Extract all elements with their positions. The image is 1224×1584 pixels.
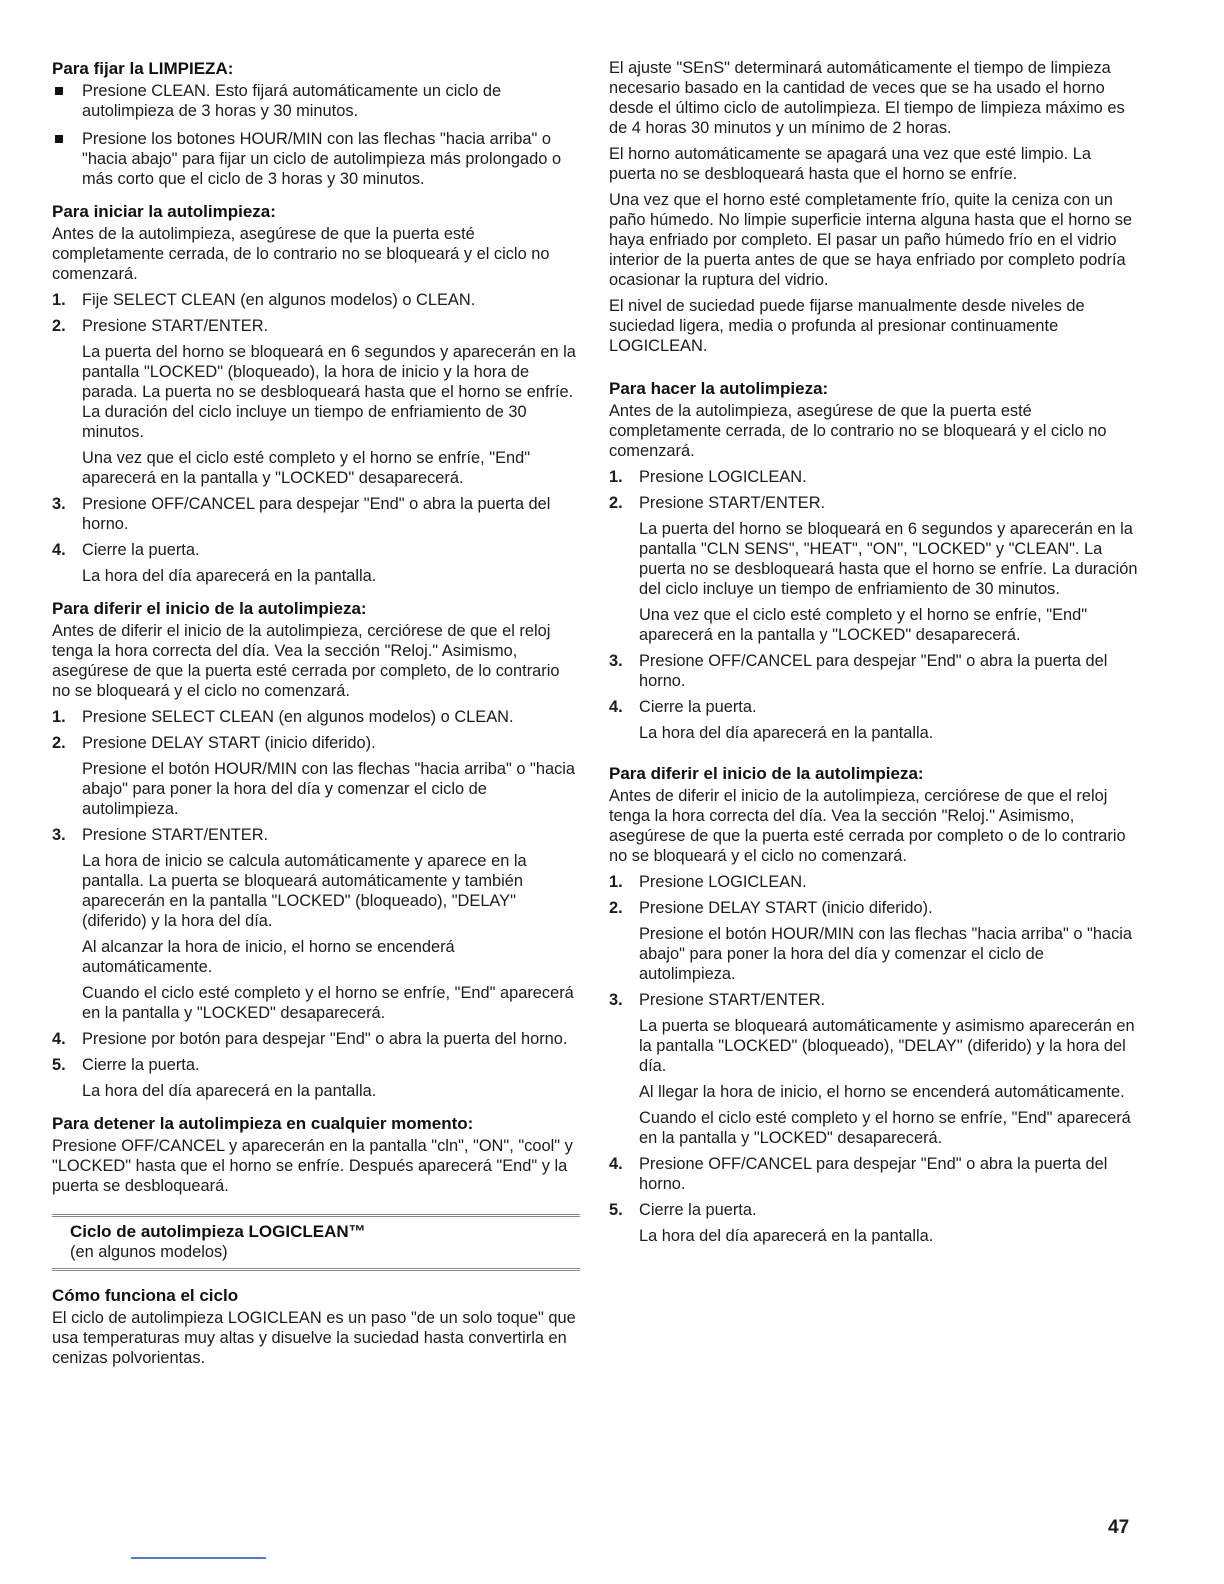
step-item [52, 540, 580, 586]
step-text: Fije SELECT CLEAN (en algunos modelos) o CLEAN. [82, 291, 476, 309]
step-item [52, 733, 580, 819]
step-detail: Presione el botón HOUR/MIN con las flechas "hacia arriba" o "hacia abajo" para poner la hora del día y comenzar el ciclo de autolimpieza. [82, 760, 576, 818]
step-detail: Una vez que el ciclo esté completo y el horno se enfríe, "End" aparecerá en la pantalla y "LOCKED" desaparecerá. [639, 606, 1088, 644]
section-fijar-limpieza [52, 58, 580, 189]
step-item [609, 898, 1139, 984]
step-number: 5. [609, 1201, 623, 1219]
step-item [52, 1055, 580, 1101]
step-item [52, 825, 580, 1023]
banner-subtitle: (en algunos modelos) [70, 1243, 228, 1261]
step-item [609, 990, 1139, 1148]
step-text: Presione DELAY START (inicio diferido). [82, 734, 376, 752]
section-heading: Para hacer la autolimpieza: [609, 379, 829, 398]
step-item [52, 707, 580, 727]
step-number: 1. [52, 708, 66, 726]
step-detail: Una vez que el ciclo esté completo y el horno se enfríe, "End" aparecerá en la pantalla y "LOCKED" desaparecerá. [82, 449, 531, 487]
section-diferir-inicio-logiclean [609, 763, 1139, 1246]
step-detail: La puerta del horno se bloqueará en 6 segundos y aparecerán en la pantalla "CLN SENS", "HEAT", "ON", "LOCKED" y "CLEAN". La puerta no se desbloqueará hasta que el horno se enfríe. La duración del ciclo incluye un tiempo de enfriamiento de 30 minutos. [639, 520, 1138, 598]
step-text: Presione START/ENTER. [639, 991, 826, 1009]
page-number: 47 [1108, 1517, 1130, 1538]
step-number: 2. [609, 899, 623, 917]
step-number: 3. [52, 826, 66, 844]
step-text: Presione por botón para despejar "End" o abra la puerta del horno. [82, 1030, 568, 1048]
step-number: 5. [52, 1056, 66, 1074]
step-detail: Al llegar la hora de inicio, el horno se encenderá automáticamente. [639, 1083, 1125, 1101]
bullet-item: Presione los botones HOUR/MIN con las flechas "hacia arriba" o "hacia abajo" para fijar un ciclo de autolimpieza más prolongado o más corto que el ciclo de 3 horas y 30 minutos. [52, 129, 580, 189]
section-intro: Antes de la autolimpieza, asegúrese de que la puerta esté completamente cerrada, de lo contrario no se bloqueará y el ciclo no comenzará. [609, 402, 1107, 460]
right-column [609, 58, 1139, 1258]
step-number: 1. [609, 468, 623, 486]
step-detail: La hora del día aparecerá en la pantalla. [639, 724, 934, 742]
logiclean-banner [52, 1214, 580, 1271]
section-heading: Para fijar la LIMPIEZA: [52, 59, 234, 78]
step-number: 1. [609, 873, 623, 891]
section-text: El ciclo de autolimpieza LOGICLEAN es un paso "de un solo toque" que usa temperaturas muy altas y disuelve la suciedad hasta convertirla en cenizas polvorientas. [52, 1309, 576, 1367]
section-intro: Antes de la autolimpieza, asegúrese de que la puerta esté completamente cerrada, de lo contrario no se bloqueará y el ciclo no comenzará. [52, 225, 550, 283]
paragraph: Una vez que el horno esté completamente frío, quite la ceniza con un paño húmedo. No limpie superficie interna alguna hasta que el horno se haya enfriado por completo. El pasar un paño húmedo frío en el vidrio interior de la puerta antes de que se haya enfriado por completo podría ocasionar la ruptura del vidrio. [609, 191, 1133, 289]
step-text: Presione START/ENTER. [82, 317, 269, 335]
step-number: 3. [609, 652, 623, 670]
step-item [609, 872, 1139, 892]
step-item [609, 1200, 1139, 1246]
step-number: 3. [609, 991, 623, 1009]
step-text: Presione SELECT CLEAN (en algunos modelos) o CLEAN. [82, 708, 514, 726]
step-item [609, 1154, 1139, 1194]
banner-title: Ciclo de autolimpieza LOGICLEAN™ [70, 1222, 366, 1241]
paragraph: El nivel de suciedad puede fijarse manualmente desde niveles de suciedad ligera, media o profunda al presionar continuamente LOGICLEAN. [609, 297, 1085, 355]
step-text: Cierre la puerta. [82, 1056, 200, 1074]
section-intro: Antes de diferir el inicio de la autolimpieza, cerciórese de que el reloj tenga la hora correcta del día. Vea la sección "Reloj." Asimismo, asegúrese de que la puerta esté cerrada por completo o de lo contrario no se bloqueará y el ciclo no comenzará. [609, 787, 1126, 865]
step-detail: La puerta se bloqueará automáticamente y asimismo aparecerán en la pantalla "LOCKED" (bloqueado), "DELAY" (diferido) y la hora del día. [639, 1017, 1135, 1075]
section-heading: Cómo funciona el ciclo [52, 1286, 239, 1305]
bullet-item: Presione CLEAN. Esto fijará automáticamente un ciclo de autolimpieza de 3 horas y 30 minutos. [52, 81, 580, 121]
section-heading: Para diferir el inicio de la autolimpieza: [609, 764, 924, 783]
decorative-rule [131, 1557, 266, 1559]
step-number: 2. [52, 317, 66, 335]
step-item [609, 651, 1139, 691]
step-number: 2. [52, 734, 66, 752]
step-text: Presione START/ENTER. [82, 826, 269, 844]
step-text: Presione DELAY START (inicio diferido). [639, 899, 933, 917]
section-iniciar-autolimpieza [52, 201, 580, 586]
step-list [52, 290, 580, 586]
step-text: Presione LOGICLEAN. [639, 468, 807, 486]
paragraph: El ajuste "SEnS" determinará automáticamente el tiempo de limpieza necesario basado en la cantidad de veces que se ha usado el horno desde el último ciclo de autolimpieza. El tiempo de limpieza máximo es de 4 horas 30 minutos y un mínimo de 2 horas. [609, 59, 1125, 137]
step-detail: Cuando el ciclo esté completo y el horno se enfríe, "End" aparecerá en la pantalla y "LOCKED" desaparecerá. [82, 984, 574, 1022]
section-intro: Antes de diferir el inicio de la autolimpieza, cerciórese de que el reloj tenga la hora correcta del día. Vea la sección "Reloj." Asimismo, asegúrese de que la puerta esté cerrada por completo, de lo contrario no se bloqueará y el ciclo no comenzará. [52, 622, 560, 700]
step-text: Cierre la puerta. [639, 698, 757, 716]
step-text: Cierre la puerta. [82, 541, 200, 559]
step-text: Presione OFF/CANCEL para despejar "End" o abra la puerta del horno. [82, 495, 551, 533]
section-como-funciona [52, 1285, 580, 1368]
section-heading: Para iniciar la autolimpieza: [52, 202, 276, 221]
left-column [52, 58, 580, 1380]
step-text: Presione LOGICLEAN. [639, 873, 807, 891]
step-detail: Al alcanzar la hora de inicio, el horno se encenderá automáticamente. [82, 938, 455, 976]
section-diferir-inicio [52, 598, 580, 1101]
step-item [52, 494, 580, 534]
step-text: Presione OFF/CANCEL para despejar "End" o abra la puerta del horno. [639, 652, 1108, 690]
step-list [52, 707, 580, 1101]
step-text: Presione START/ENTER. [639, 494, 826, 512]
step-item [609, 493, 1139, 645]
step-number: 4. [609, 698, 623, 716]
bullet-list [52, 81, 580, 189]
step-detail: La puerta del horno se bloqueará en 6 segundos y aparecerán en la pantalla "LOCKED" (bloqueado), la hora de inicio y la hora de parada. La puerta no se desbloqueará hasta que el horno se enfríe. La duración del ciclo incluye un tiempo de enfriamiento de 30 minutos. [82, 343, 576, 441]
step-detail: Presione el botón HOUR/MIN con las flechas "hacia arriba" o "hacia abajo" para poner la hora del día y comenzar el ciclo de autolimpieza. [639, 925, 1133, 983]
step-number: 3. [52, 495, 66, 513]
step-list [609, 872, 1139, 1246]
step-number: 4. [609, 1155, 623, 1173]
step-list [609, 467, 1139, 743]
step-text: Cierre la puerta. [639, 1201, 757, 1219]
step-number: 4. [52, 541, 66, 559]
section-detener [52, 1113, 580, 1196]
section-text: Presione OFF/CANCEL y aparecerán en la pantalla "cln", "ON", "cool" y "LOCKED" hasta que el horno se enfríe. Después aparecerá "End" y la puerta se desbloqueará. [52, 1137, 573, 1195]
step-detail: La hora del día aparecerá en la pantalla. [82, 1082, 377, 1100]
step-number: 4. [52, 1030, 66, 1048]
section-hacer-autolimpieza [609, 378, 1139, 743]
paragraph: El horno automáticamente se apagará una vez que esté limpio. La puerta no se desbloqueará hasta que el horno se enfríe. [609, 145, 1092, 183]
section-sens-info [609, 58, 1139, 356]
step-number: 1. [52, 291, 66, 309]
step-item [52, 1029, 580, 1049]
step-item [52, 290, 580, 310]
step-item [52, 316, 580, 488]
section-heading: Para diferir el inicio de la autolimpieza: [52, 599, 367, 618]
step-number: 2. [609, 494, 623, 512]
step-detail: La hora del día aparecerá en la pantalla. [82, 567, 377, 585]
step-item [609, 467, 1139, 487]
section-heading: Para detener la autolimpieza en cualquier momento: [52, 1114, 474, 1133]
step-detail: La hora del día aparecerá en la pantalla. [639, 1227, 934, 1245]
step-text: Presione OFF/CANCEL para despejar "End" o abra la puerta del horno. [639, 1155, 1108, 1193]
step-item [609, 697, 1139, 743]
step-detail: La hora de inicio se calcula automáticamente y aparece en la pantalla. La puerta se bloqueará automáticamente y también aparecerán en la pantalla "LOCKED" (bloqueado), "DELAY" (diferido) y la hora del día. [82, 852, 527, 930]
step-detail: Cuando el ciclo esté completo y el horno se enfríe, "End" aparecerá en la pantalla y "LOCKED" desaparecerá. [639, 1109, 1131, 1147]
